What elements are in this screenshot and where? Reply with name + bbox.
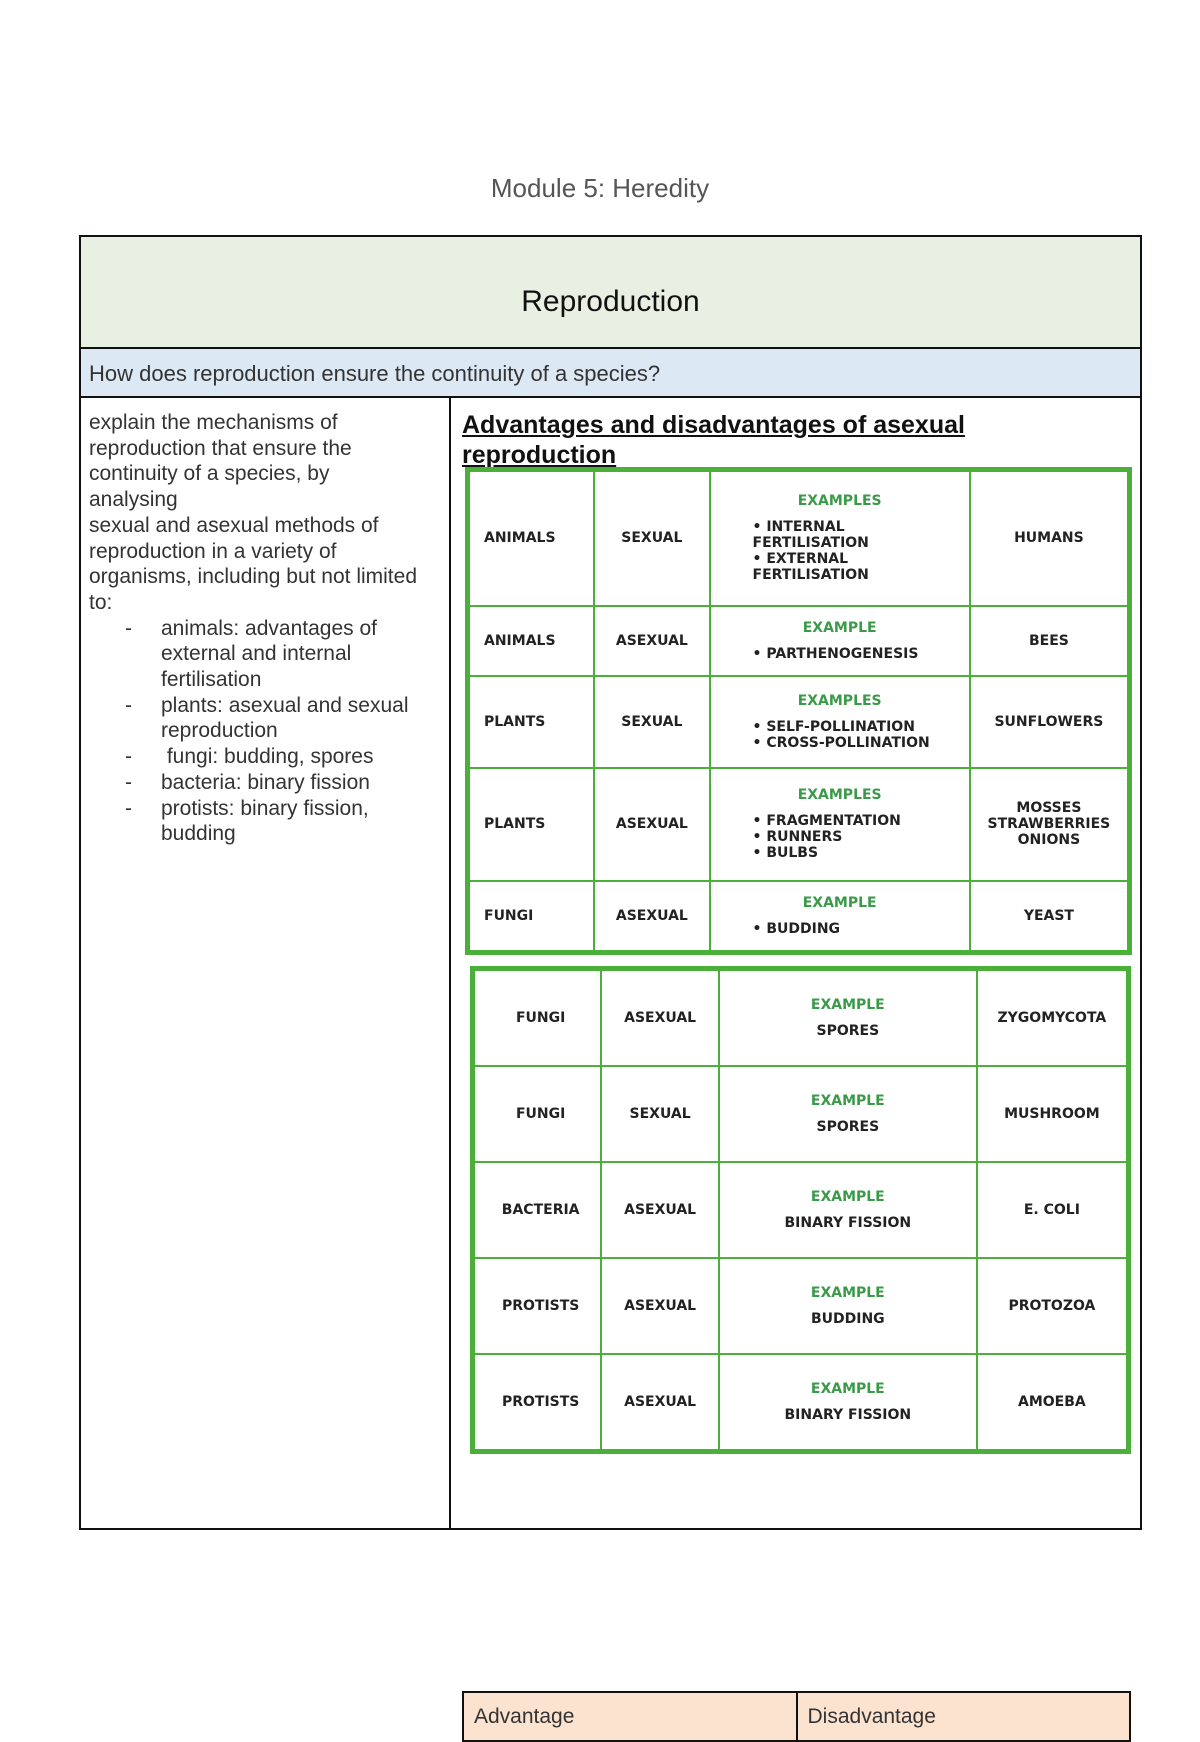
organism-cell: PLANTS: [469, 676, 594, 768]
handwritten-grid-bottom: [470, 966, 1131, 1454]
organism-cell: PLANTS: [469, 768, 594, 881]
example-label: EXAMPLES: [797, 493, 882, 510]
reproduction-type-cell: ASEXUAL: [594, 881, 709, 951]
example-item: SPORES: [816, 1119, 880, 1135]
notes-column: [451, 398, 1140, 1728]
grid-bottom-body: [474, 970, 1127, 1450]
reproduction-type-cell: ASEXUAL: [594, 606, 709, 676]
content-point: - protists: binary fission, budding: [89, 796, 441, 847]
grid-row: [474, 1066, 1127, 1162]
advantage-table: [462, 1691, 1131, 1742]
species-cell: AMOEBA: [977, 1354, 1127, 1450]
intro-line: organisms, including but not limited: [89, 565, 418, 589]
example-cell: [710, 676, 970, 768]
species-cell: MOSSES STRAWBERRIES ONIONS: [970, 768, 1128, 881]
example-cell: [710, 471, 970, 606]
example-label: EXAMPLES: [797, 787, 882, 804]
species-cell: SUNFLOWERS: [970, 676, 1128, 768]
grid-row: [469, 676, 1128, 768]
organism-cell: FUNGI: [474, 1066, 601, 1162]
content-point: - animals: advantages of external and internal fertilisation: [89, 616, 441, 693]
example-item: SPORES: [816, 1023, 880, 1039]
species-cell: ZYGOMYCOTA: [977, 970, 1127, 1066]
syllabus-table: [79, 235, 1142, 1728]
organism-cell: BACTERIA: [474, 1162, 601, 1258]
species-cell: HUMANS: [970, 471, 1128, 606]
example-item: • EXTERNAL FERTILISATION: [719, 551, 961, 583]
species-cell: E. COLI: [977, 1162, 1127, 1258]
reproduction-type-cell: ASEXUAL: [601, 970, 719, 1066]
inquiry-question: How does reproduction ensure the continuity of a species?: [81, 349, 1140, 398]
intro-line: sexual and asexual methods of: [89, 513, 379, 537]
grid-row: [469, 768, 1128, 881]
content-intro: [89, 410, 441, 616]
grid-row: [469, 471, 1128, 606]
example-label: EXAMPLE: [810, 1381, 885, 1397]
example-label: EXAMPLE: [810, 1189, 885, 1205]
example-item: • CROSS-POLLINATION: [719, 735, 961, 751]
grid-row: [474, 1258, 1127, 1354]
species-cell: YEAST: [970, 881, 1128, 951]
grid-row: [474, 1354, 1127, 1450]
section-title: Reproduction: [81, 237, 1140, 349]
example-cell: [710, 768, 970, 881]
reproduction-type-cell: ASEXUAL: [601, 1162, 719, 1258]
species-cell: MUSHROOM: [977, 1066, 1127, 1162]
section-heading: Advantages and disadvantages of asexual reproduction: [462, 411, 965, 469]
example-cell: [719, 1258, 977, 1354]
reproduction-type-cell: SEXUAL: [594, 676, 709, 768]
species-cell: PROTOZOA: [977, 1258, 1127, 1354]
organism-cell: ANIMALS: [469, 471, 594, 606]
grid-row: [474, 970, 1127, 1066]
intro-line: to:: [89, 590, 113, 614]
organism-cell: FUNGI: [474, 970, 601, 1066]
example-item: BINARY FISSION: [784, 1407, 912, 1423]
reproduction-type-cell: SEXUAL: [601, 1066, 719, 1162]
grid-top-body: [469, 471, 1128, 951]
example-label: EXAMPLE: [810, 1093, 885, 1109]
example-cell: [719, 1162, 977, 1258]
intro-line: reproduction in a variety of: [89, 539, 337, 563]
example-cell: [710, 881, 970, 951]
page-header: Module 5: Heredity: [490, 173, 710, 203]
organism-cell: ANIMALS: [469, 606, 594, 676]
organism-cell: PROTISTS: [474, 1258, 601, 1354]
content-point: - bacteria: binary fission: [89, 770, 441, 796]
intro-line: reproduction that ensure the: [89, 436, 352, 460]
intro-line: continuity of a species, by: [89, 462, 330, 486]
disadvantage-header: Disadvantage: [796, 1693, 1130, 1740]
grid-row: [474, 1162, 1127, 1258]
reproduction-type-cell: ASEXUAL: [601, 1354, 719, 1450]
content-description: [81, 398, 451, 1528]
example-item: • INTERNAL FERTILISATION: [719, 519, 961, 551]
grid-row: [469, 606, 1128, 676]
example-label: EXAMPLE: [810, 1285, 885, 1301]
example-item: • BULBS: [719, 845, 961, 861]
example-cell: [719, 1354, 977, 1450]
intro-line: analysing: [89, 488, 178, 512]
reproduction-type-cell: ASEXUAL: [601, 1258, 719, 1354]
example-label: EXAMPLE: [802, 619, 877, 636]
example-item: • FRAGMENTATION: [719, 813, 961, 829]
example-label: EXAMPLE: [810, 997, 885, 1013]
example-item: • RUNNERS: [719, 829, 961, 845]
reproduction-type-cell: SEXUAL: [594, 471, 709, 606]
organism-cell: PROTISTS: [474, 1354, 601, 1450]
advantage-header: Advantage: [474, 1705, 575, 1728]
organism-cell: FUNGI: [469, 881, 594, 951]
example-cell: [719, 1066, 977, 1162]
grid-row: [469, 881, 1128, 951]
content-point: - plants: asexual and sexual reproduction: [89, 693, 441, 744]
reproduction-type-cell: ASEXUAL: [594, 768, 709, 881]
example-item: • PARTHENOGENESIS: [719, 646, 961, 662]
example-item: BUDDING: [810, 1311, 885, 1327]
example-label: EXAMPLE: [802, 894, 877, 911]
intro-line: explain the mechanisms of: [89, 411, 338, 434]
example-cell: [710, 606, 970, 676]
content-points: [89, 616, 441, 847]
content-point: - fungi: budding, spores: [89, 744, 441, 770]
example-item: BINARY FISSION: [784, 1215, 912, 1231]
example-cell: [719, 970, 977, 1066]
species-cell: BEES: [970, 606, 1128, 676]
handwritten-grid-top: [465, 467, 1132, 955]
example-item: • SELF-POLLINATION: [719, 719, 961, 735]
example-label: EXAMPLES: [797, 692, 882, 709]
example-item: • BUDDING: [719, 921, 961, 937]
